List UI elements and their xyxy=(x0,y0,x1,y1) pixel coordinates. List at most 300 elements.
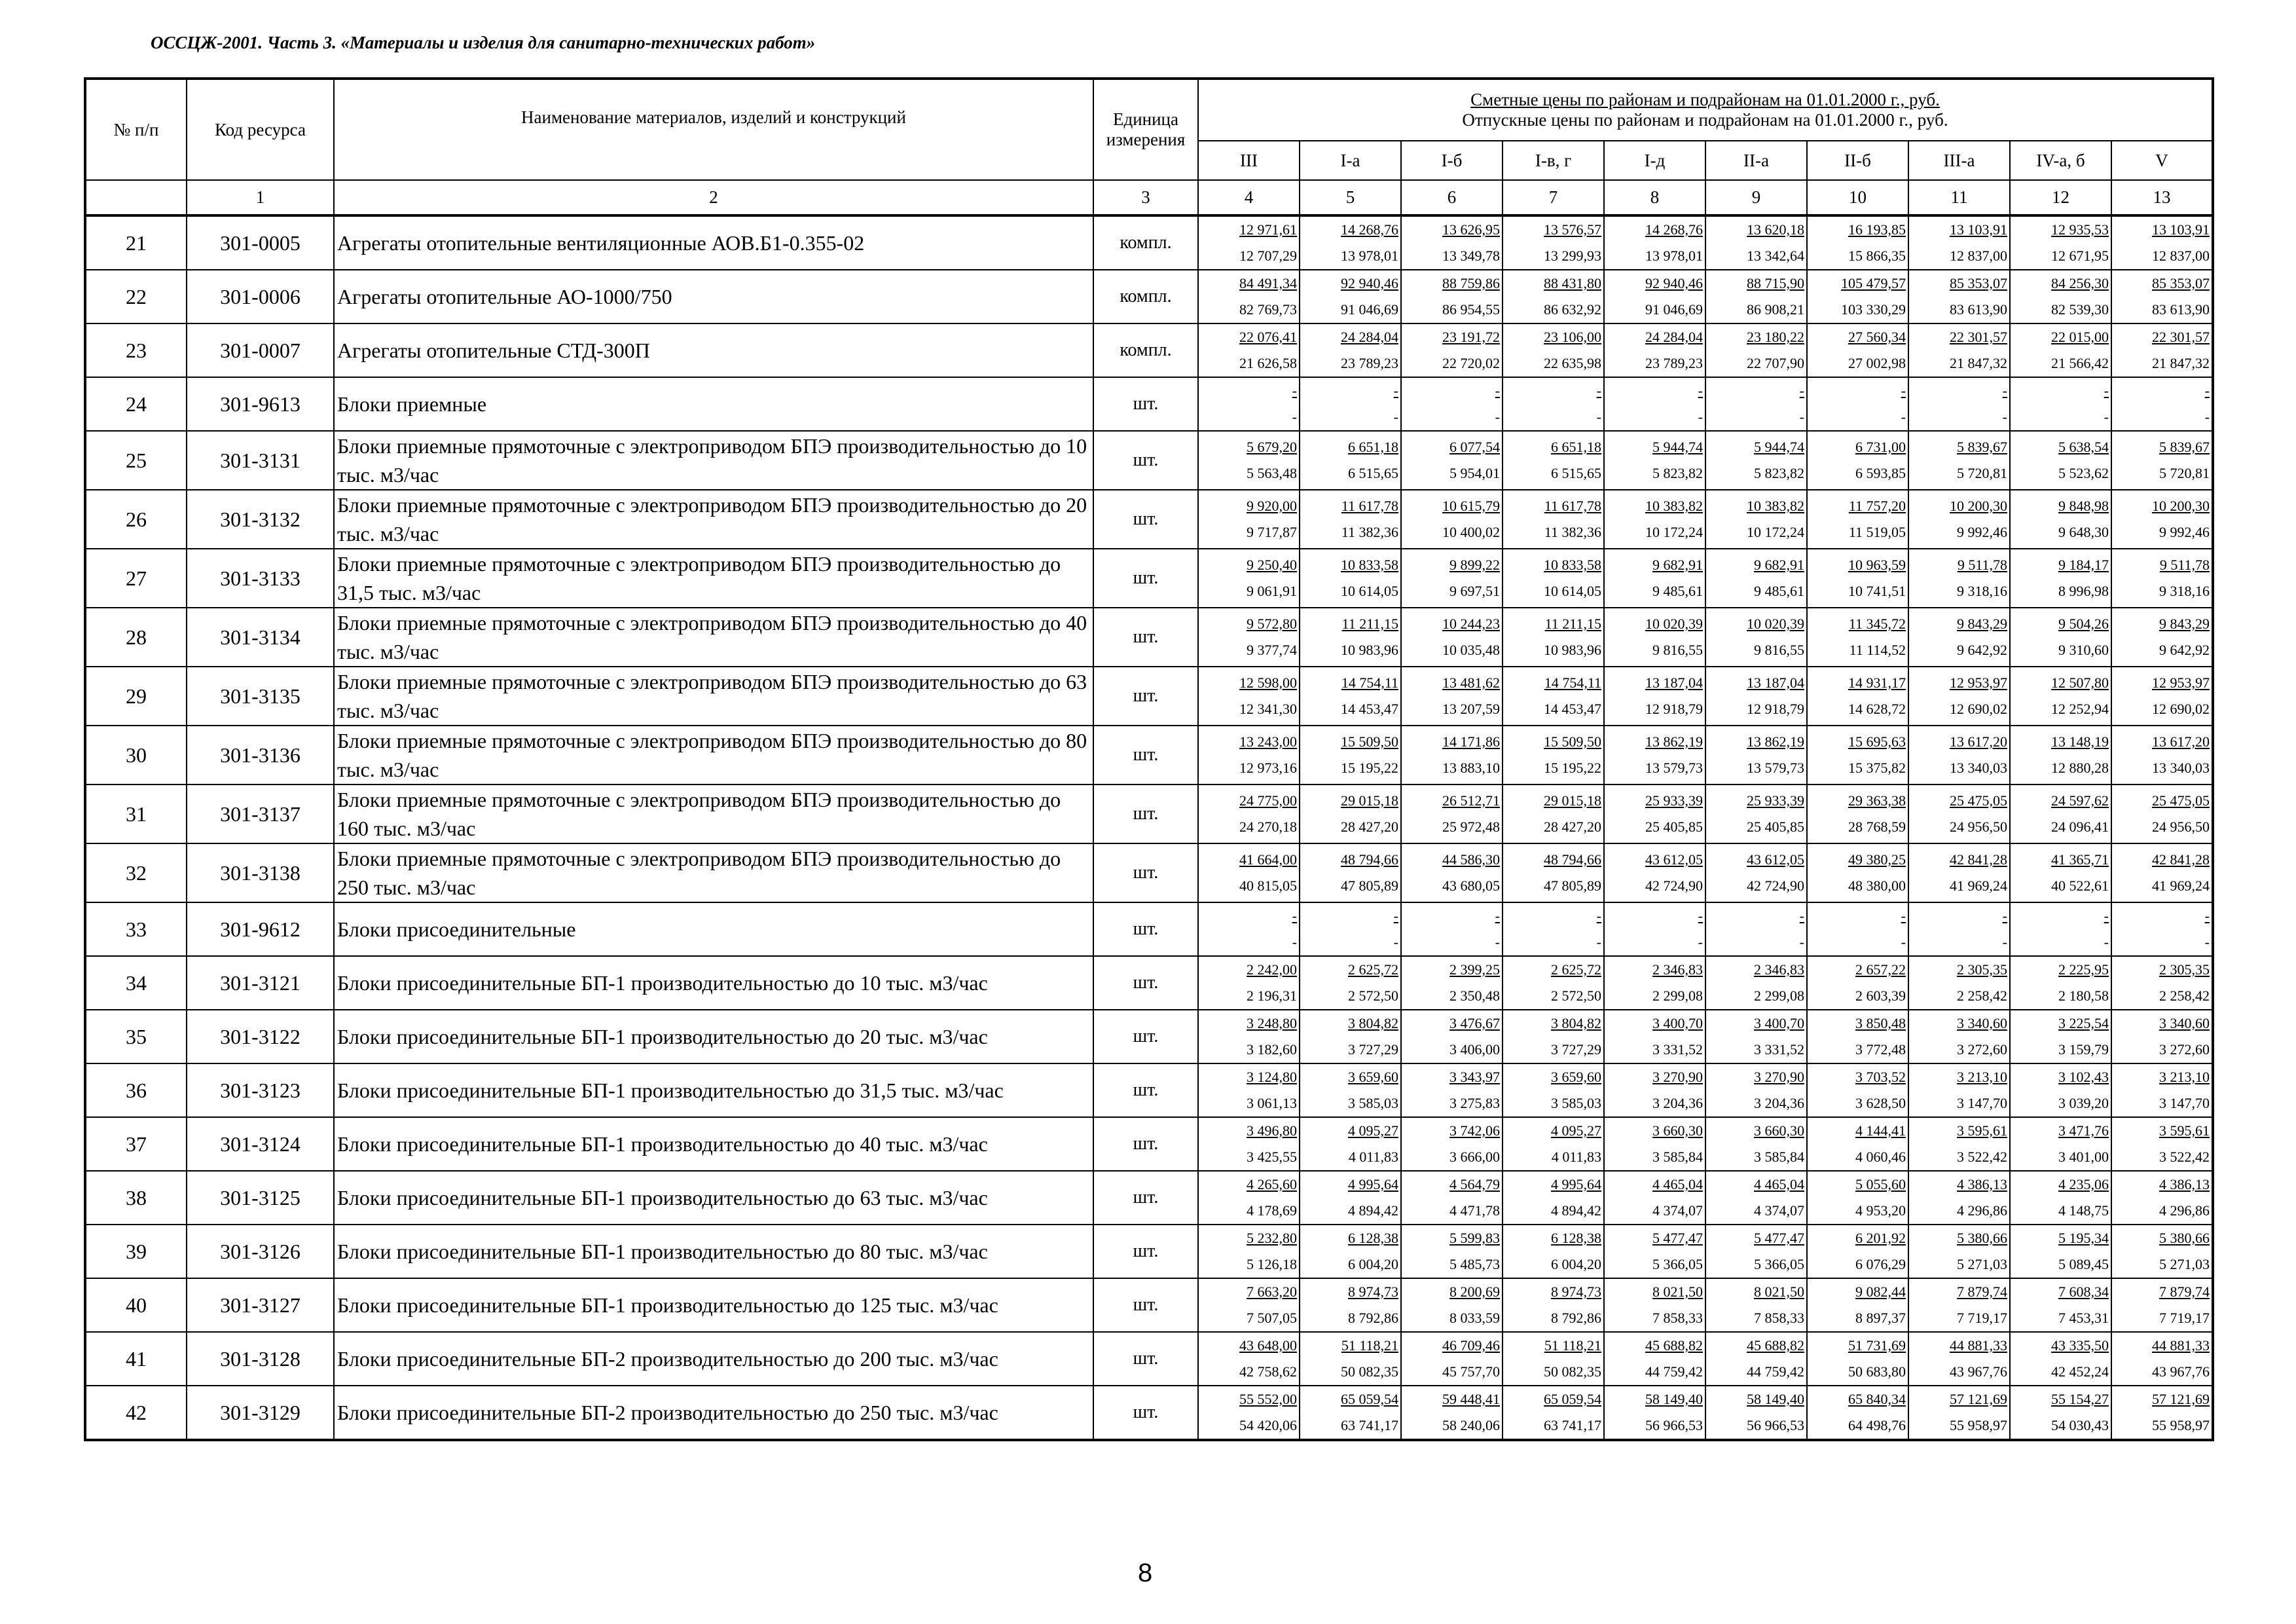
price-cell xyxy=(2010,490,2111,549)
estimated-price: 4 386,13 xyxy=(2159,1176,2210,1192)
column-number: 2 xyxy=(334,180,1093,215)
table-row xyxy=(85,843,2213,902)
wholesale-price: 9 310,60 xyxy=(2058,642,2109,658)
wholesale-price: - xyxy=(2104,934,2109,950)
wholesale-price: 2 258,42 xyxy=(2159,987,2210,1004)
estimated-price: - xyxy=(1596,382,1601,399)
estimated-price: 105 479,57 xyxy=(1841,275,1906,291)
price-cell xyxy=(1908,1332,2010,1386)
table-row xyxy=(85,956,2213,1010)
wholesale-price: 3 406,00 xyxy=(1449,1041,1500,1058)
resource-code: 301-0005 xyxy=(187,215,334,270)
wholesale-price: 5 126,18 xyxy=(1247,1256,1297,1272)
wholesale-price: 22 635,98 xyxy=(1544,355,1601,371)
price-cell xyxy=(2111,490,2213,549)
estimated-price: 41 664,00 xyxy=(1239,851,1297,868)
wholesale-price: 12 690,02 xyxy=(2152,701,2210,717)
estimated-price: - xyxy=(2104,382,2109,399)
estimated-price: 43 335,50 xyxy=(2051,1337,2109,1354)
price-cell xyxy=(1300,1386,1401,1440)
price-cell xyxy=(1401,323,1503,377)
estimated-price: 5 380,66 xyxy=(1957,1230,2007,1246)
estimated-price: 51 118,21 xyxy=(1341,1337,1398,1354)
item-name: Блоки присоединительные БП-1 производительностью до 10 тыс. м3/час xyxy=(334,956,1093,1010)
table-row xyxy=(85,270,2213,323)
estimated-price: 5 477,47 xyxy=(1754,1230,1804,1246)
price-cell xyxy=(1604,1171,1705,1225)
wholesale-price: 86 632,92 xyxy=(1544,301,1601,318)
wholesale-price: 82 539,30 xyxy=(2051,301,2109,318)
estimated-price: 6 731,00 xyxy=(1855,439,1906,455)
wholesale-price: 24 956,50 xyxy=(1950,819,2007,835)
estimated-price: 23 106,00 xyxy=(1544,329,1601,345)
wholesale-price: 10 614,05 xyxy=(1341,583,1398,599)
price-cell xyxy=(1503,377,1604,431)
estimated-price: - xyxy=(1292,382,1297,399)
price-cell xyxy=(1401,956,1503,1010)
wholesale-price: 2 180,58 xyxy=(2058,987,2109,1004)
resource-code: 301-3123 xyxy=(187,1063,334,1117)
estimated-price: 43 648,00 xyxy=(1239,1337,1297,1354)
estimated-price: 10 383,82 xyxy=(1747,498,1804,514)
price-cell xyxy=(1705,323,1807,377)
estimated-price: 13 620,18 xyxy=(1747,221,1804,238)
wholesale-price: 12 707,29 xyxy=(1239,248,1297,264)
price-cell xyxy=(1198,431,1300,490)
unit-cell: шт. xyxy=(1093,1063,1198,1117)
price-cell xyxy=(1300,784,1401,843)
wholesale-price: 5 485,73 xyxy=(1449,1256,1500,1272)
table-row xyxy=(85,1225,2213,1278)
price-cell xyxy=(2111,902,2213,956)
price-cell xyxy=(1908,843,2010,902)
item-name: Блоки приемные прямоточные с электроприводом БПЭ производительностью до 31,5 тыс. м3/час xyxy=(334,549,1093,608)
price-cell xyxy=(1198,490,1300,549)
price-cell xyxy=(1807,956,1908,1010)
price-cell xyxy=(2111,726,2213,784)
estimated-price: 3 703,52 xyxy=(1855,1069,1906,1085)
estimated-price: 58 149,40 xyxy=(1645,1391,1703,1407)
price-cell xyxy=(1503,1386,1604,1440)
price-cell xyxy=(1401,1010,1503,1063)
wholesale-price: 8 792,86 xyxy=(1551,1310,1601,1326)
price-cell xyxy=(1503,1278,1604,1332)
item-name: Блоки присоединительные xyxy=(334,902,1093,956)
wholesale-price: 3 401,00 xyxy=(2058,1149,2109,1165)
price-cell xyxy=(1705,431,1807,490)
wholesale-price: 24 956,50 xyxy=(2152,819,2210,835)
estimated-price: 15 509,50 xyxy=(1341,733,1398,750)
estimated-price: 4 465,04 xyxy=(1652,1176,1703,1192)
estimated-price: 3 660,30 xyxy=(1754,1122,1804,1139)
wholesale-price: 3 272,60 xyxy=(2159,1041,2210,1058)
estimated-price: 4 465,04 xyxy=(1754,1176,1804,1192)
unit-cell: шт. xyxy=(1093,1225,1198,1278)
price-cell xyxy=(1908,608,2010,667)
estimated-price: 2 225,95 xyxy=(2058,961,2109,978)
estimated-price: 13 481,62 xyxy=(1442,674,1500,691)
price-cell xyxy=(1503,270,1604,323)
price-cell xyxy=(1401,784,1503,843)
wholesale-price: 12 690,02 xyxy=(1950,701,2007,717)
price-cell xyxy=(1807,1225,1908,1278)
row-number: 35 xyxy=(85,1010,187,1063)
wholesale-price: 6 004,20 xyxy=(1348,1256,1398,1272)
column-number: 3 xyxy=(1093,180,1198,215)
estimated-price: 8 974,73 xyxy=(1348,1283,1398,1300)
wholesale-price: 21 847,32 xyxy=(1950,355,2007,371)
price-cell xyxy=(1198,784,1300,843)
price-cell xyxy=(2111,431,2213,490)
resource-code: 301-3137 xyxy=(187,784,334,843)
price-cell xyxy=(1908,1386,2010,1440)
wholesale-price: 2 299,08 xyxy=(1652,987,1703,1004)
price-cell xyxy=(2010,1332,2111,1386)
price-cell xyxy=(1401,902,1503,956)
price-cell xyxy=(1300,323,1401,377)
wholesale-price: 8 897,37 xyxy=(1855,1310,1906,1326)
estimated-price: 4 995,64 xyxy=(1551,1176,1601,1192)
price-cell xyxy=(1198,1225,1300,1278)
wholesale-price: 4 178,69 xyxy=(1247,1202,1297,1219)
price-cell xyxy=(1908,270,2010,323)
price-cell xyxy=(1300,549,1401,608)
estimated-price: 8 021,50 xyxy=(1652,1283,1703,1300)
wholesale-price: 3 628,50 xyxy=(1855,1095,1906,1111)
estimated-price: 88 759,86 xyxy=(1442,275,1500,291)
wholesale-price: 4 374,07 xyxy=(1754,1202,1804,1219)
estimated-price: 3 471,76 xyxy=(2058,1122,2109,1139)
estimated-price: 3 804,82 xyxy=(1348,1015,1398,1031)
estimated-price: - xyxy=(1393,382,1398,399)
wholesale-price: 83 613,90 xyxy=(2152,301,2210,318)
price-cell xyxy=(2111,784,2213,843)
price-cell xyxy=(1401,1171,1503,1225)
price-cell xyxy=(1503,1225,1604,1278)
unit-cell: шт. xyxy=(1093,956,1198,1010)
price-cell xyxy=(1705,608,1807,667)
wholesale-price: 42 724,90 xyxy=(1747,877,1804,894)
price-cell xyxy=(2111,843,2213,902)
wholesale-price: 8 792,86 xyxy=(1348,1310,1398,1326)
price-cell xyxy=(1503,323,1604,377)
wholesale-price: 43 680,05 xyxy=(1442,877,1500,894)
item-name: Агрегаты отопительные вентиляционные АОВ.Б1-0.355-02 xyxy=(334,215,1093,270)
estimated-price: 3 595,61 xyxy=(2159,1122,2210,1139)
estimated-price: 13 148,19 xyxy=(2051,733,2109,750)
estimated-price: 3 102,43 xyxy=(2058,1069,2109,1085)
estimated-price: 23 180,22 xyxy=(1747,329,1804,345)
price-cell xyxy=(2010,1278,2111,1332)
wholesale-price: 5 523,62 xyxy=(2058,465,2109,481)
wholesale-price: 56 966,53 xyxy=(1645,1417,1703,1433)
wholesale-price: 4 296,86 xyxy=(2159,1202,2210,1219)
table-row xyxy=(85,1332,2213,1386)
estimated-price: 59 448,41 xyxy=(1442,1391,1500,1407)
wholesale-price: 3 585,03 xyxy=(1551,1095,1601,1111)
wholesale-price: 13 978,01 xyxy=(1341,248,1398,264)
wholesale-price: 15 195,22 xyxy=(1341,760,1398,776)
wholesale-price: 6 593,85 xyxy=(1855,465,1906,481)
wholesale-price: 7 719,17 xyxy=(1957,1310,2007,1326)
item-name: Блоки присоединительные БП-1 производительностью до 125 тыс. м3/час xyxy=(334,1278,1093,1332)
wholesale-price: 6 515,65 xyxy=(1348,465,1398,481)
price-cell xyxy=(1604,667,1705,726)
wholesale-price: 12 918,79 xyxy=(1747,701,1804,717)
estimated-price: 24 597,62 xyxy=(2051,792,2109,809)
item-name: Блоки присоединительные БП-1 производительностью до 20 тыс. м3/час xyxy=(334,1010,1093,1063)
wholesale-price: - xyxy=(1292,934,1297,950)
price-cell xyxy=(1807,726,1908,784)
wholesale-price: - xyxy=(2204,409,2210,425)
wholesale-price: 44 759,42 xyxy=(1645,1363,1703,1380)
price-cell xyxy=(1807,608,1908,667)
price-cell xyxy=(1604,431,1705,490)
row-number: 27 xyxy=(85,549,187,608)
price-cell xyxy=(1705,1386,1807,1440)
estimated-price: 5 839,67 xyxy=(1957,439,2007,455)
row-number: 28 xyxy=(85,608,187,667)
wholesale-price: - xyxy=(1596,409,1601,425)
estimated-price: 9 250,40 xyxy=(1247,557,1297,573)
estimated-price: 46 709,46 xyxy=(1442,1337,1500,1354)
price-cell xyxy=(1503,215,1604,270)
price-cell xyxy=(1604,1117,1705,1171)
wholesale-price: 13 340,03 xyxy=(2152,760,2210,776)
wholesale-price: 2 258,42 xyxy=(1957,987,2007,1004)
resource-code: 301-3133 xyxy=(187,549,334,608)
table-row xyxy=(85,215,2213,270)
price-cell xyxy=(2010,726,2111,784)
estimated-price: - xyxy=(1698,908,1703,924)
wholesale-price: 13 579,73 xyxy=(1747,760,1804,776)
wholesale-price: 4 374,07 xyxy=(1652,1202,1703,1219)
wholesale-price: - xyxy=(2104,409,2109,425)
wholesale-price: 3 331,52 xyxy=(1652,1041,1703,1058)
table-row xyxy=(85,1010,2213,1063)
item-name: Агрегаты отопительные СТД-300П xyxy=(334,323,1093,377)
wholesale-price: 12 973,16 xyxy=(1239,760,1297,776)
table-row xyxy=(85,1063,2213,1117)
estimated-price: 2 657,22 xyxy=(1855,961,1906,978)
price-cell xyxy=(2111,1171,2213,1225)
estimated-price: 13 187,04 xyxy=(1645,674,1703,691)
row-number: 36 xyxy=(85,1063,187,1117)
price-cell xyxy=(1300,490,1401,549)
wholesale-price: 9 318,16 xyxy=(2159,583,2210,599)
estimated-price: 9 511,78 xyxy=(1957,557,2007,573)
price-cell xyxy=(2111,549,2213,608)
price-cell xyxy=(1705,490,1807,549)
wholesale-price: 25 972,48 xyxy=(1442,819,1500,835)
wholesale-price: - xyxy=(2002,934,2007,950)
wholesale-price: - xyxy=(2204,934,2210,950)
estimated-price: 2 399,25 xyxy=(1449,961,1500,978)
wholesale-price: 7 507,05 xyxy=(1247,1310,1297,1326)
estimated-price: 84 491,34 xyxy=(1239,275,1297,291)
estimated-price: 12 953,97 xyxy=(2152,674,2210,691)
wholesale-price: 22 707,90 xyxy=(1747,355,1804,371)
wholesale-price: 12 252,94 xyxy=(2051,701,2109,717)
estimated-price: 10 963,59 xyxy=(1848,557,1906,573)
estimated-price: 10 200,30 xyxy=(2152,498,2210,514)
price-cell xyxy=(1300,1332,1401,1386)
estimated-price: 14 754,11 xyxy=(1341,674,1398,691)
wholesale-price: 5 720,81 xyxy=(1957,465,2007,481)
price-cell xyxy=(1198,726,1300,784)
wholesale-price: 10 983,96 xyxy=(1544,642,1601,658)
estimated-price: 5 638,54 xyxy=(2058,439,2109,455)
estimated-price: 14 268,76 xyxy=(1341,221,1398,238)
column-number: 8 xyxy=(1604,180,1705,215)
price-cell xyxy=(1198,549,1300,608)
estimated-price: 6 651,18 xyxy=(1348,439,1398,455)
region-header: IV-а, б xyxy=(2010,141,2111,180)
estimated-price: 3 124,80 xyxy=(1247,1069,1297,1085)
estimated-price: 7 608,34 xyxy=(2058,1283,2109,1300)
wholesale-price: 55 958,97 xyxy=(2152,1417,2210,1433)
unit-cell: шт. xyxy=(1093,608,1198,667)
wholesale-price: 40 522,61 xyxy=(2051,877,2109,894)
resource-code: 301-3127 xyxy=(187,1278,334,1332)
estimated-price: 29 015,18 xyxy=(1341,792,1398,809)
row-number: 30 xyxy=(85,726,187,784)
estimated-price: 2 625,72 xyxy=(1551,961,1601,978)
wholesale-price: 15 866,35 xyxy=(1848,248,1906,264)
wholesale-price: - xyxy=(2002,409,2007,425)
wholesale-price: 3 159,79 xyxy=(2058,1041,2109,1058)
price-cell xyxy=(1503,1332,1604,1386)
price-cell xyxy=(1198,956,1300,1010)
estimated-price: 3 850,48 xyxy=(1855,1015,1906,1031)
wholesale-price: 9 816,55 xyxy=(1754,642,1804,658)
wholesale-price: 3 772,48 xyxy=(1855,1041,1906,1058)
column-number: 10 xyxy=(1807,180,1908,215)
item-name: Блоки присоединительные БП-1 производительностью до 80 тыс. м3/час xyxy=(334,1225,1093,1278)
header-num: № п/п xyxy=(85,79,187,180)
estimated-price: 65 840,34 xyxy=(1848,1391,1906,1407)
price-cell xyxy=(1198,1278,1300,1332)
estimated-price: 88 431,80 xyxy=(1544,275,1601,291)
wholesale-price: 15 375,82 xyxy=(1848,760,1906,776)
unit-cell: шт. xyxy=(1093,1278,1198,1332)
price-cell xyxy=(1300,902,1401,956)
estimated-price: 92 940,46 xyxy=(1341,275,1398,291)
wholesale-price: 2 603,39 xyxy=(1855,987,1906,1004)
wholesale-price: 25 405,85 xyxy=(1645,819,1703,835)
estimated-price: - xyxy=(2204,908,2210,924)
wholesale-price: 55 958,97 xyxy=(1950,1417,2007,1433)
price-cell xyxy=(1401,215,1503,270)
wholesale-price: 5 954,01 xyxy=(1449,465,1500,481)
wholesale-price: 10 741,51 xyxy=(1848,583,1906,599)
row-number: 29 xyxy=(85,667,187,726)
price-cell xyxy=(1300,667,1401,726)
price-cell xyxy=(1807,1386,1908,1440)
price-cell xyxy=(1401,431,1503,490)
wholesale-price: 43 967,76 xyxy=(1950,1363,2007,1380)
unit-cell: шт. xyxy=(1093,667,1198,726)
resource-code: 301-0006 xyxy=(187,270,334,323)
price-cell xyxy=(1300,1171,1401,1225)
wholesale-price: 3 061,13 xyxy=(1247,1095,1297,1111)
price-cell xyxy=(1198,215,1300,270)
price-table xyxy=(84,77,2214,1441)
price-cell xyxy=(1705,377,1807,431)
table-row xyxy=(85,1117,2213,1171)
resource-code: 301-3126 xyxy=(187,1225,334,1278)
wholesale-price: - xyxy=(1799,409,1804,425)
wholesale-price: 5 823,82 xyxy=(1652,465,1703,481)
wholesale-price: 3 522,42 xyxy=(1957,1149,2007,1165)
price-cell xyxy=(1908,1171,2010,1225)
estimated-price: 13 617,20 xyxy=(1950,733,2007,750)
price-cell xyxy=(1908,431,2010,490)
price-cell xyxy=(2010,956,2111,1010)
column-number: 12 xyxy=(2010,180,2111,215)
price-cell xyxy=(2010,1386,2111,1440)
wholesale-price: 12 880,28 xyxy=(2051,760,2109,776)
price-cell xyxy=(1198,323,1300,377)
table-row xyxy=(85,431,2213,490)
estimated-price: - xyxy=(1495,382,1500,399)
wholesale-price: 3 204,36 xyxy=(1754,1095,1804,1111)
column-number: 13 xyxy=(2111,180,2213,215)
wholesale-price: 11 519,05 xyxy=(1848,524,1906,540)
wholesale-price: 6 004,20 xyxy=(1551,1256,1601,1272)
price-cell xyxy=(2111,1225,2213,1278)
resource-code: 301-3138 xyxy=(187,843,334,902)
resource-code: 301-9612 xyxy=(187,902,334,956)
wholesale-price: 10 983,96 xyxy=(1341,642,1398,658)
wholesale-price: 13 579,73 xyxy=(1645,760,1703,776)
price-cell xyxy=(1908,490,2010,549)
price-cell xyxy=(1705,1278,1807,1332)
table-row xyxy=(85,1171,2213,1225)
wholesale-price: 4 471,78 xyxy=(1449,1202,1500,1219)
price-cell xyxy=(1503,490,1604,549)
wholesale-price: 3 585,03 xyxy=(1348,1095,1398,1111)
price-cell xyxy=(1503,726,1604,784)
estimated-price: - xyxy=(2002,908,2007,924)
estimated-price: 2 242,00 xyxy=(1247,961,1297,978)
item-name: Блоки присоединительные БП-2 производительностью до 200 тыс. м3/час xyxy=(334,1332,1093,1386)
price-cell xyxy=(1705,667,1807,726)
price-cell xyxy=(1300,1278,1401,1332)
price-cell xyxy=(1300,215,1401,270)
price-cell xyxy=(1503,1010,1604,1063)
wholesale-price: 9 992,46 xyxy=(2159,524,2210,540)
price-cell xyxy=(2010,784,2111,843)
estimated-price: 5 055,60 xyxy=(1855,1176,1906,1192)
price-cell xyxy=(1604,608,1705,667)
resource-code: 301-3124 xyxy=(187,1117,334,1171)
price-cell xyxy=(2010,1171,2111,1225)
price-cell xyxy=(1198,667,1300,726)
estimated-price: - xyxy=(1698,382,1703,399)
wholesale-price: 54 030,43 xyxy=(2051,1417,2109,1433)
wholesale-price: 9 648,30 xyxy=(2058,524,2109,540)
column-number: 11 xyxy=(1908,180,2010,215)
price-cell xyxy=(1503,902,1604,956)
wholesale-price: 10 035,48 xyxy=(1442,642,1500,658)
wholesale-price: 3 147,70 xyxy=(2159,1095,2210,1111)
row-number: 39 xyxy=(85,1225,187,1278)
wholesale-price: 3 585,84 xyxy=(1652,1149,1703,1165)
wholesale-price: 10 172,24 xyxy=(1645,524,1703,540)
wholesale-price: 58 240,06 xyxy=(1442,1417,1500,1433)
price-cell xyxy=(1198,1386,1300,1440)
